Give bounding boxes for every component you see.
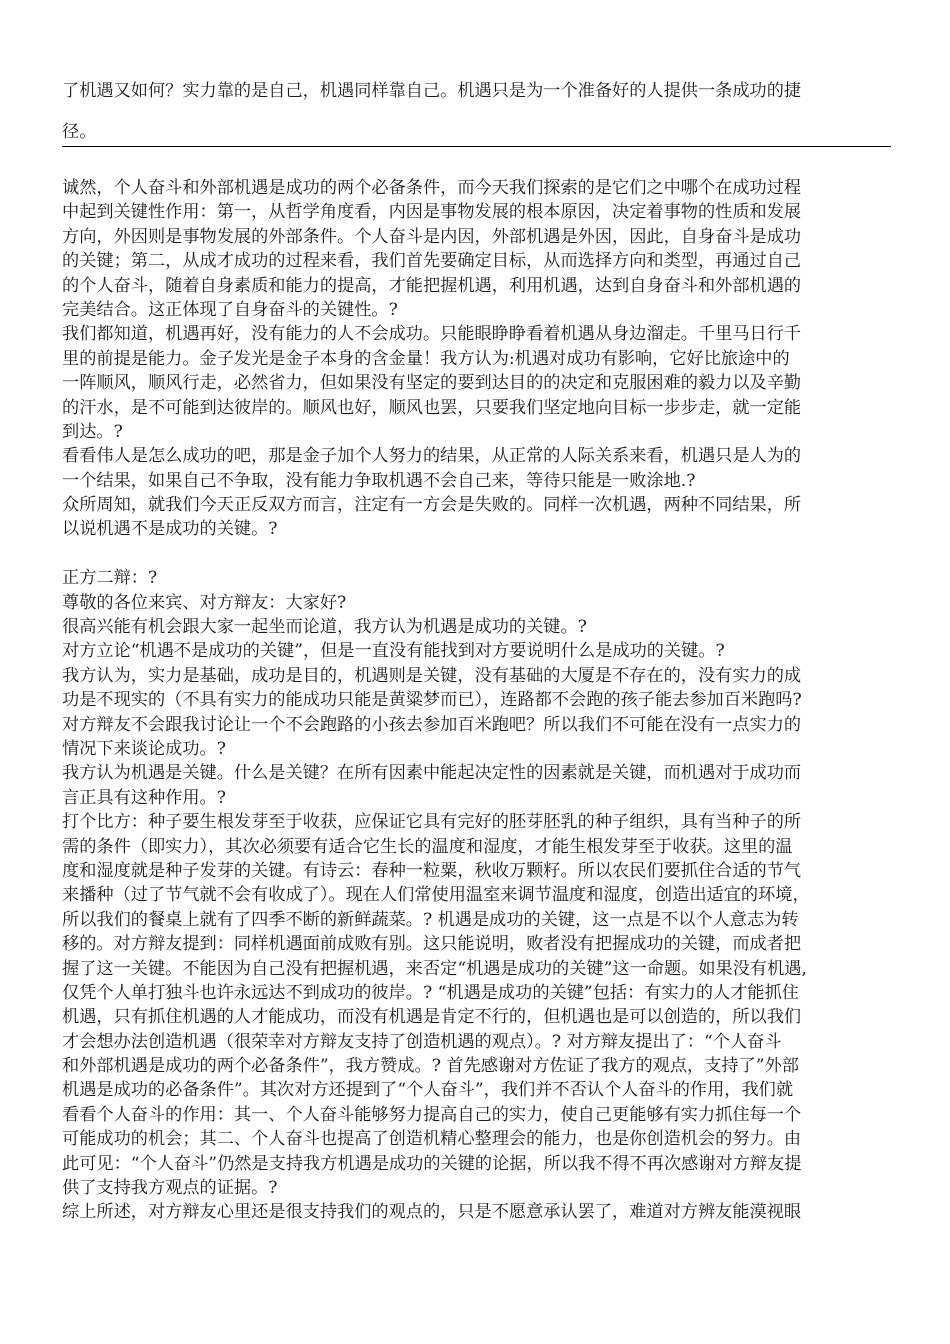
text-line: 一阵顺风，顺风行走，必然省力，但如果没有坚定的要到达目的的决定和克服困难的毅力以及辛勤 bbox=[62, 373, 802, 394]
horizontal-divider bbox=[62, 146, 891, 147]
top-paragraph-line-2: 径。 bbox=[62, 122, 97, 142]
text-line: 一个结果，如果自己不争取，没有能力争取机遇不会自己来，等待只能是一败涂地.? bbox=[62, 470, 696, 491]
text-line: 看看个人奋斗的作用：其一、个人奋斗能够努力提高自己的实力，使自己更能够有实力抓住每一个 bbox=[62, 1104, 802, 1125]
text-line: 来播种（过了节气就不会有收成了）。现在人们常使用温室来调节温度和湿度，创造出适宜的环境， bbox=[62, 885, 810, 906]
text-line: 众所周知，就我们今天正反双方而言，注定有一方会是失败的。同样一次机遇，两种不同结果，所 bbox=[62, 495, 802, 516]
text-line: 的汗水，是不可能到达彼岸的。顺风也好，顺风也罢，只要我们坚定地向目标一步步走，就一定能 bbox=[62, 397, 802, 418]
text-line: 可能成功的机会；其二、个人奋斗也提高了创造机精心整理会的能力，也是你创造机会的努力。由 bbox=[62, 1129, 802, 1150]
text-line: 里的前提是能力。金子发光是金子本身的含金量！我方认为:机遇对成功有影响，它好比旅途中的 bbox=[62, 348, 790, 369]
text-line: 言正具有这种作用。? bbox=[62, 787, 226, 808]
text-line: 度和湿度就是种子发芽的关键。有诗云：春种一粒粟，秋收万颗籽。所以农民们要抓住合适的节气 bbox=[62, 860, 802, 881]
text-line: 的个人奋斗，随着自身素质和能力的提高，才能把握机遇，利用机遇，达到自身奋斗和外部机遇的 bbox=[62, 275, 802, 296]
text-line: 很高兴能有机会跟大家一起坐而论道，我方认为机遇是成功的关键。? bbox=[62, 617, 587, 638]
text-line: 握了这一关键。不能因为自己没有把握机遇，来否定“机遇是成功的关键”这一命题。如果没有机遇, bbox=[62, 958, 807, 979]
text-line: 我们都知道，机遇再好，没有能力的人不会成功。只能眼睁睁看着机遇从身边溜走。千里马日行千 bbox=[62, 324, 802, 345]
text-line: 需的条件（即实力），其次必须要有适合它生长的温度和湿度，才能生根发芽至于收获。这里的温 bbox=[62, 836, 793, 857]
document-body bbox=[62, 176, 891, 1225]
text-line: 到达。? bbox=[62, 421, 123, 442]
text-line: 机遇，只有抓住机遇的人才能成功，而没有机遇是肯定不行的，但机遇也是可以创造的，所以我们 bbox=[62, 1007, 802, 1028]
text-line: 的关键；第二，从成才成功的过程来看，我们首先要确定目标，从而选择方向和类型，再通过自己 bbox=[62, 251, 802, 272]
text-line: 对方立论“机遇不是成功的关键”，但是一直没有能找到对方要说明什么是成功的关键。? bbox=[62, 641, 725, 662]
text-line: 尊敬的各位来宾、对方辩友：大家好? bbox=[62, 592, 347, 613]
text-line: 机遇是成功的必备条件”。其次对方还提到了“个人奋斗”，我们并不否认个人奋斗的作用，我们就 bbox=[62, 1080, 794, 1101]
text-line: 功是不现实的（不具有实力的能成功只能是黄粱梦而已），连路都不会跑的孩子能去参加百米跑吗? bbox=[62, 690, 802, 711]
text-line: 综上所述，对方辩友心里还是很支持我们的观点的，只是不愿意承认罢了，难道对方辨友能漠视眼 bbox=[62, 1202, 802, 1223]
text-line: 所以我们的餐桌上就有了四季不断的新鲜蔬菜。? 机遇是成功的关键，这一点是不以个人意志为转 bbox=[62, 909, 799, 930]
text-line: 中起到关键性作用：第一，从哲学角度看，内因是事物发展的根本原因，决定着事物的性质和发展 bbox=[62, 202, 802, 223]
text-line: 移的。对方辩友提到：同样机遇面前成败有别。这只能说明，败者没有把握成功的关键，而成者把 bbox=[62, 934, 802, 955]
text-line: 才会想办法创造机遇（很荣幸对方辩友支持了创造机遇的观点）。? 对方辩友提出了：“个人奋斗 bbox=[62, 1031, 782, 1052]
text-line: 正方二辩：? bbox=[62, 568, 158, 589]
paragraph-gap bbox=[62, 542, 891, 566]
text-line: 和外部机遇是成功的两个必备条件”，我方赞成。? 首先感谢对方佐证了我方的观点，支持了”外部 bbox=[62, 1056, 799, 1077]
text-line: 完美结合。这正体现了自身奋斗的关键性。? bbox=[62, 299, 398, 320]
text-line: 看看伟人是怎么成功的吧，那是金子加个人努力的结果，从正常的人际关系来看，机遇只是人为的 bbox=[62, 446, 802, 467]
top-paragraph-line-1: 了机遇又如何？实力靠的是自己，机遇同样靠自己。机遇只是为一个准备好的人提供一条成功的捷 bbox=[62, 81, 802, 101]
text-line: 此可见：“个人奋斗”仍然是支持我方机遇是成功的关键的论据，所以我不得不再次感谢对方辩友提 bbox=[62, 1153, 802, 1174]
text-line: 仅凭个人单打独斗也许永远达不到成功的彼岸。? “机遇是成功的关键”包括：有实力的人才能抓住 bbox=[62, 982, 799, 1003]
text-line: 供了支持我方观点的证据。? bbox=[62, 1178, 278, 1199]
text-line: 打个比方：种子要生根发芽至于收获，应保证它具有完好的胚芽胚乳的种子组织，具有当种子的所 bbox=[62, 812, 802, 833]
text-line: 方向，外因则是事物发展的外部条件。个人奋斗是内因，外部机遇是外因，因此，自身奋斗是成功 bbox=[62, 226, 802, 247]
text-line: 对方辩友不会跟我讨论让一个不会跑路的小孩去参加百米跑吧？所以我们不可能在没有一点实力的 bbox=[62, 714, 802, 735]
text-line: 我方认为机遇是关键。什么是关键？在所有因素中能起决定性的因素就是关键，而机遇对于成功而 bbox=[62, 763, 802, 784]
text-line: 情况下来谈论成功。? bbox=[62, 738, 226, 759]
text-line: 以说机遇不是成功的关键。? bbox=[62, 519, 278, 540]
text-line: 诚然，个人奋斗和外部机遇是成功的两个必备条件，而今天我们探索的是它们之中哪个在成功过程 bbox=[62, 178, 802, 198]
text-line: 我方认为，实力是基础，成功是目的，机遇则是关键，没有基础的大厦是不存在的，没有实力的成 bbox=[62, 665, 802, 686]
